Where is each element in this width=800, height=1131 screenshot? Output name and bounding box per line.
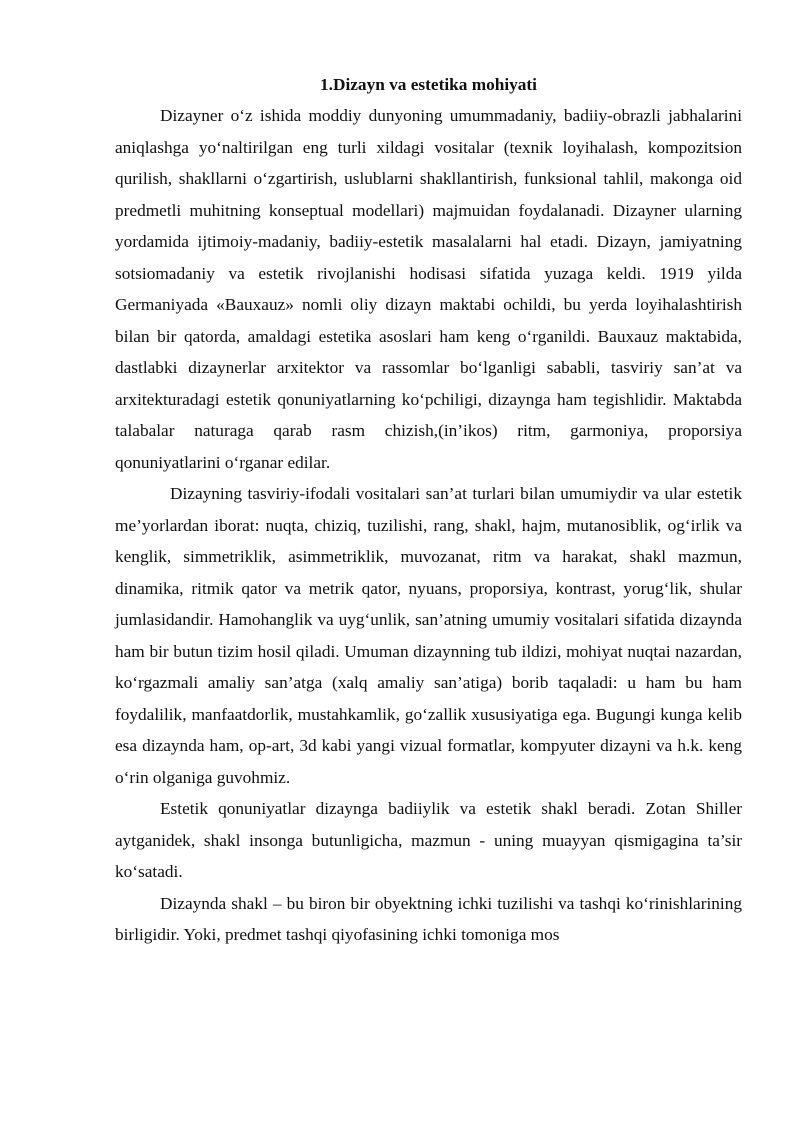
document-body [115, 74, 742, 951]
paragraph-form-definition: Dizaynda shakl – bu biron bir obyektning ichki tuzilishi va tashqi ko‘rinishlarining birligidir. Yoki, predmet tashqi qiyofasining ichki tomoniga mos [115, 893, 742, 944]
paragraph-aesthetic-laws: Estetik qonuniyatlar dizaynga badiiylik va estetik shakl beradi. Zotan Shiller aytganidek, shakl insonga butunligicha, mazmun - uning muayyan qismigagina ta’sir ko‘satadi. [115, 799, 742, 881]
paragraph-design-history: Dizayner o‘z ishida moddiy dunyoning umummadaniy, badiiy-obrazli jabhalarini aniqlashga yo‘naltirilgan eng turli xildagi vositalar (texnik loyihalash, kompozitsion qurilish, shakllarni o‘zgartirish, uslublarni shakllantirish, funksional tahlil, makonga oid predmetli muhitning konseptual modellari) majmuidan foydalanadi. Dizayner ularning yordamida ijtimoiy-madaniy, badiiy-estetik masalalarni hal etadi. Dizayn, jamiyatning sotsiomadaniy va estetik rivojlanishi hodisasi sifatida yuzaga keldi. 1919 yilda Germaniyada «Bauxauz» nomli oliy dizayn maktabi ochildi, bu yerda loyihalashtirish bilan bir qatorda, amaldagi estetika asoslari ham keng o‘rganildi. Bauxauz maktabida, dastlabki dizaynerlar arxitektor va rassomlar bo‘lganligi sababli, tasviriy san’at va arxitekturadagi estetik qonuniyatlarning ko‘pchiligi, dizaynga ham tegishlidir. Maktabda talabalar naturaga qarab rasm chizish,(in’ikos) ritm, garmoniya, proporsiya qonuniyatlarini o‘rganar edilar. [115, 106, 742, 472]
section-title: 1.Dizayn va estetika mohiyati [320, 75, 537, 94]
paragraph-expressive-means: Dizayning tasviriy-ifodali vositalari san’at turlari bilan umumiydir va ular estetik me’yorlardan iborat: nuqta, chiziq, tuzilishi, rang, shakl, hajm, mutanosiblik, og‘irlik va kenglik, simmetriklik, asimmetriklik, muvozanat, ritm va harakat, shakl mazmun, dinamika, ritmik qator va metrik qator, nyuans, proporsiya, kontrast, yorug‘lik, shular jumlasidandir. Hamohanglik va uyg‘unlik, san’atning umumiy vositalari sifatida dizaynda ham bir butun tizim hosil qiladi. Umuman dizaynning tub ildizi, mohiyat nuqtai nazardan, ko‘rgazmali amaliy san’atga (xalq amaliy san’atiga) borib taqaladi: u ham bu ham foydalilik, manfaatdorlik, mustahkamlik, go‘zallik xususiyatiga ega. Bugungi kunga kelib esa dizaynda ham, op-art, 3d kabi yangi vizual formatlar, kompyuter dizayni va h.k. keng o‘rin olganiga guvohmiz. [115, 484, 742, 787]
